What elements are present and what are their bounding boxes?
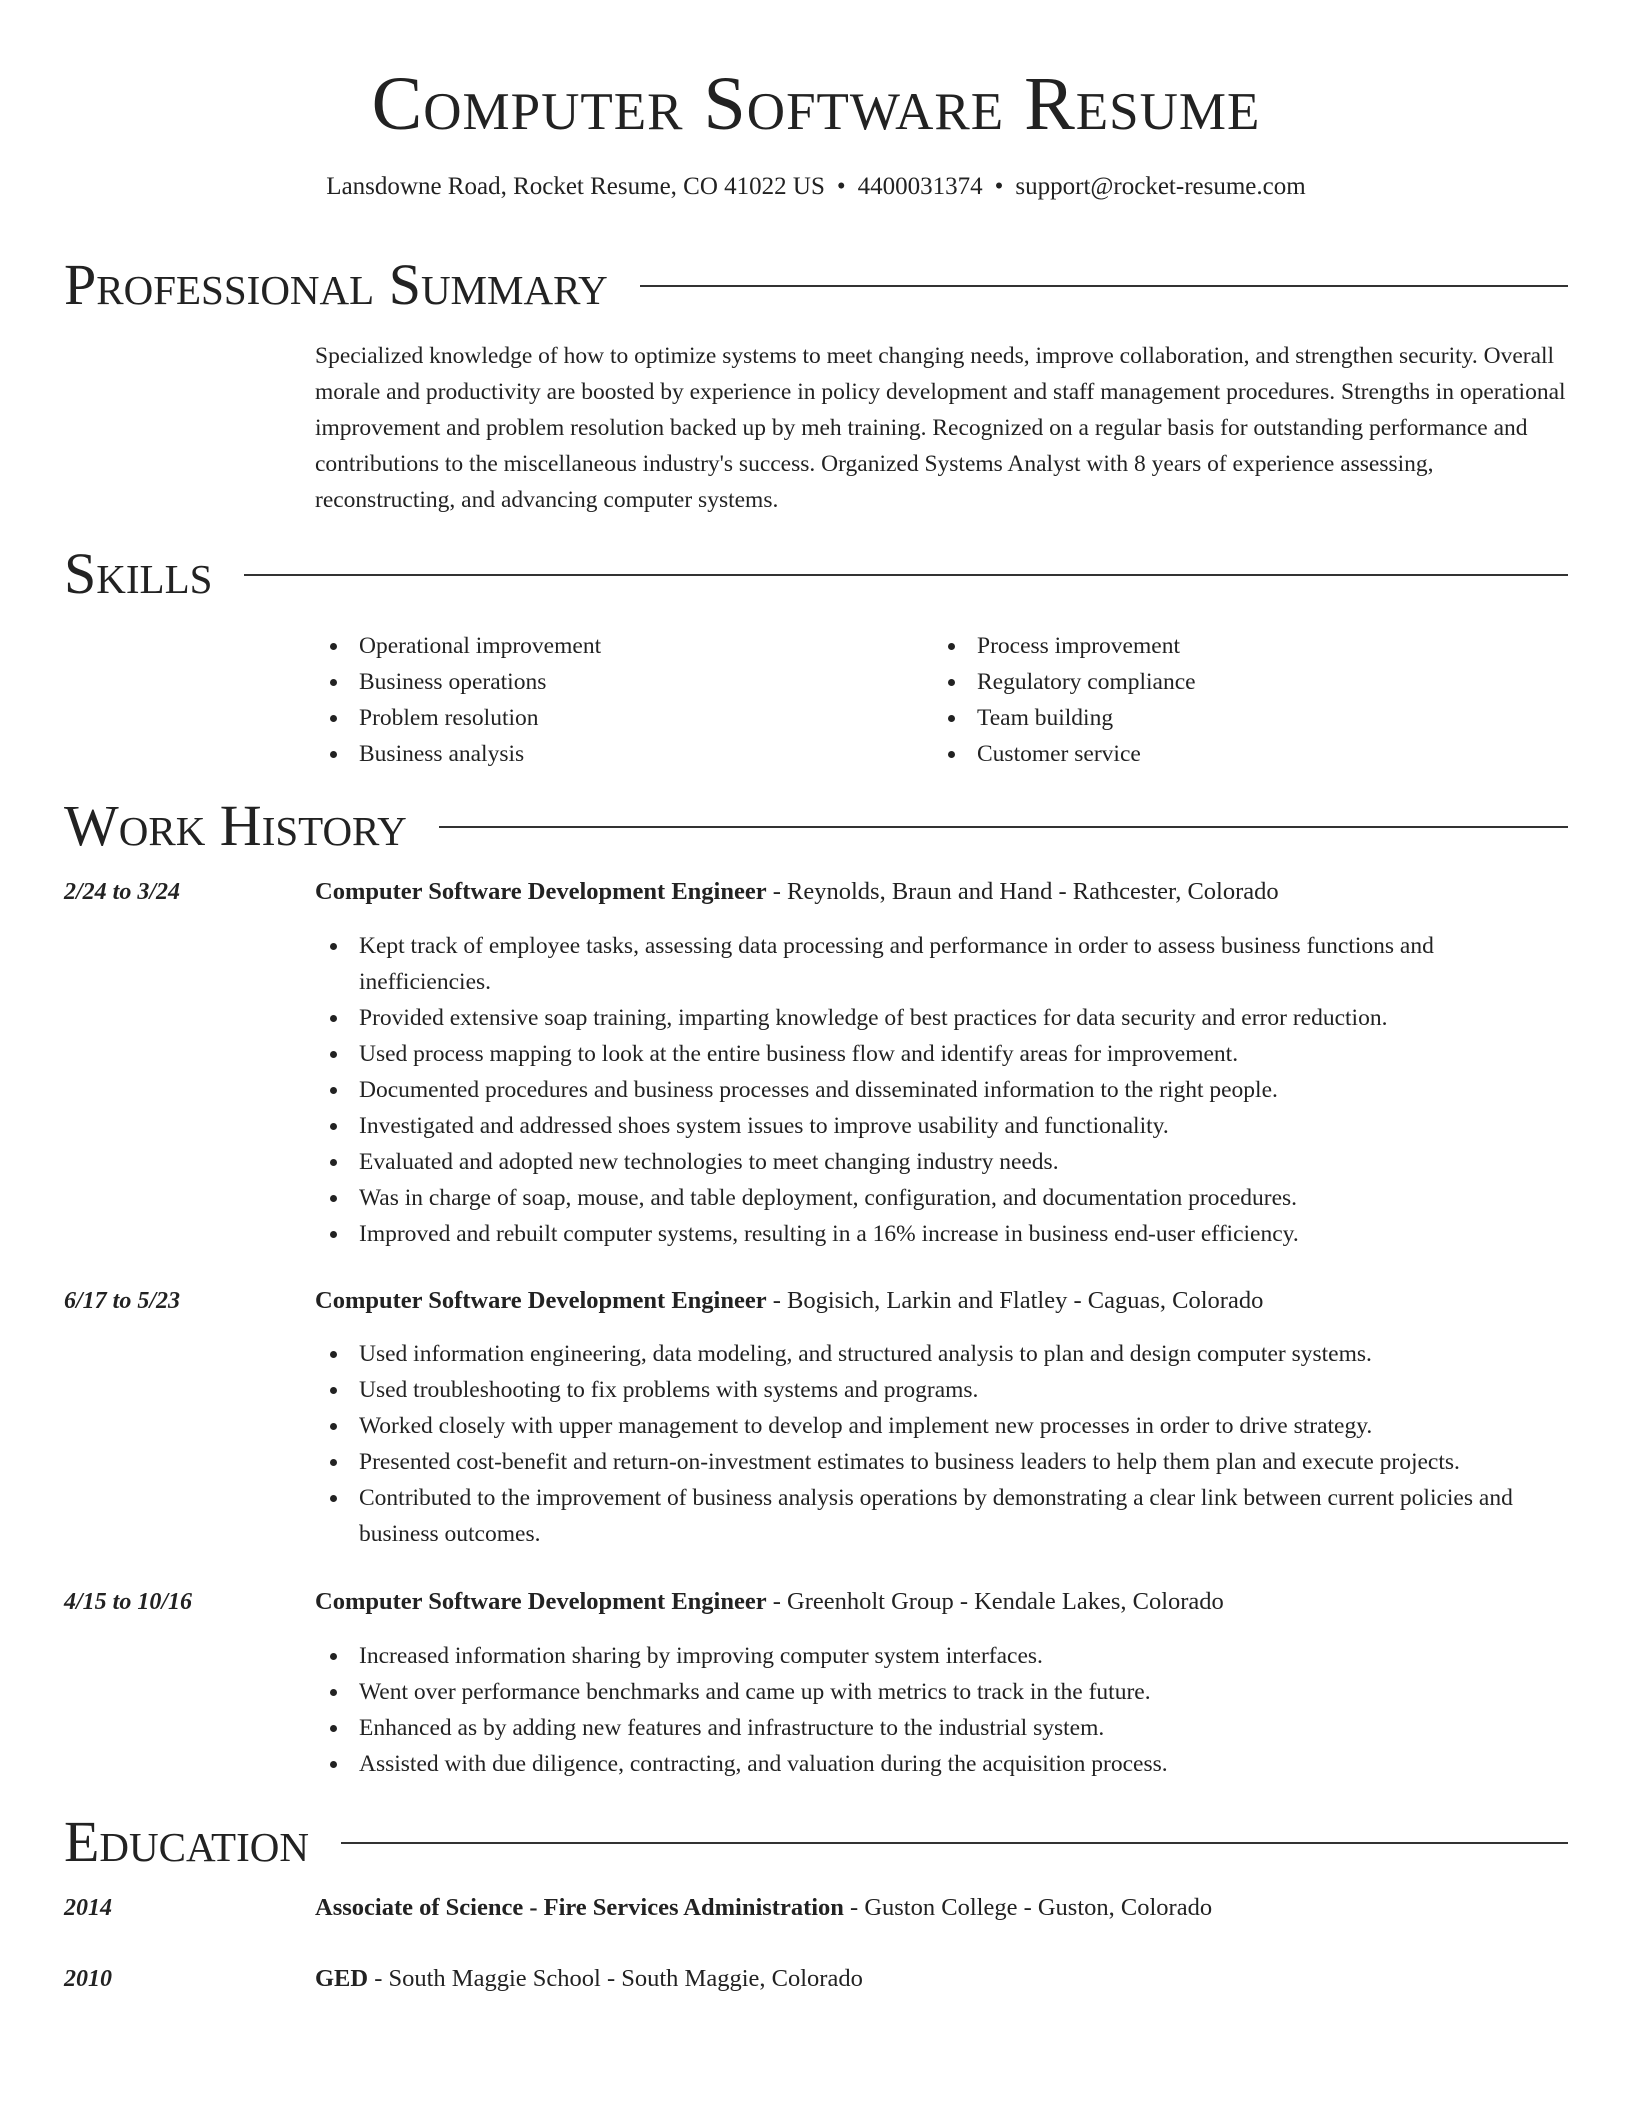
- skill-item: Process improvement: [933, 628, 1551, 664]
- work-heading: Work History: [64, 793, 407, 858]
- summary-section-header: [64, 253, 1568, 317]
- job-bullet: Used troubleshooting to fix problems with systems and programs.: [315, 1372, 1568, 1408]
- contact-line: [0, 170, 1632, 204]
- section-divider: [341, 1842, 1568, 1844]
- job-bullet: Contributed to the improvement of business analysis operations by demonstrating a clear link between current policies and business outcomes.: [315, 1480, 1568, 1552]
- contact-separator: •: [836, 173, 846, 200]
- skills-column-left: [315, 628, 933, 772]
- job-bullet: Increased information sharing by improving computer system interfaces.: [315, 1638, 1568, 1674]
- skill-item: Problem resolution: [315, 700, 933, 736]
- job-bullet: Worked closely with upper management to develop and implement new processes in order to drive strategy.: [315, 1408, 1568, 1444]
- summary-text: Specialized knowledge of how to optimize systems to meet changing needs, improve collaboration, and strengthen security. Overall morale and productivity are boosted by experience in policy development and staff management procedures. Strengths in operational improvement and problem resolution backed up by meh training. Recognized on a regular basis for outstanding performance and contributions to the miscellaneous industry's success. Organized Systems Analyst with 8 years of experience assessing, reconstructing, and advancing computer systems.: [315, 343, 1566, 513]
- job-details: - Reynolds, Braun and Hand - Rathcester, Colorado: [766, 878, 1279, 905]
- section-divider: [640, 285, 1568, 287]
- education-heading: Education: [64, 1809, 309, 1874]
- skill-item: Team building: [933, 700, 1551, 736]
- job-title: Computer Software Development Engineer: [315, 1588, 767, 1615]
- skill-item: Operational improvement: [315, 628, 933, 664]
- job-bullet: Used process mapping to look at the entire business flow and identify areas for improvement.: [315, 1036, 1568, 1072]
- job-bullet: Improved and rebuilt computer systems, resulting in a 16% increase in business end-user efficiency.: [315, 1216, 1568, 1252]
- job-bullet: Was in charge of soap, mouse, and table deployment, configuration, and documentation procedures.: [315, 1180, 1568, 1216]
- job-bullet: Used information engineering, data modeling, and structured analysis to plan and design computer systems.: [315, 1336, 1568, 1372]
- contact-separator: •: [994, 173, 1004, 200]
- job-title: Computer Software Development Engineer: [315, 878, 767, 905]
- job-bullets: [315, 1336, 1568, 1552]
- job-header: [315, 874, 1568, 910]
- skills-heading: Skills: [64, 541, 213, 606]
- contact-email: support@rocket-resume.com: [1015, 173, 1306, 200]
- job-bullet: Evaluated and adopted new technologies to meet changing industry needs.: [315, 1144, 1568, 1180]
- job-details: - Bogisich, Larkin and Flatley - Caguas, Colorado: [766, 1287, 1264, 1314]
- contact-phone: 4400031374: [857, 173, 983, 200]
- job-dates: 2/24 to 3/24: [64, 879, 181, 905]
- job-header: [315, 1584, 1568, 1620]
- section-divider: [439, 826, 1568, 828]
- job-bullets: [315, 928, 1568, 1252]
- resume-title: Computer Software Resume: [371, 62, 1261, 146]
- education-section-header: [64, 1810, 1568, 1874]
- job-bullet: Investigated and addressed shoes system issues to improve usability and functionality.: [315, 1108, 1568, 1144]
- education-entry: [315, 1890, 1568, 1926]
- education-details: - Guston College - Guston, Colorado: [843, 1894, 1213, 1921]
- job-dates: 4/15 to 10/16: [64, 1589, 193, 1615]
- job-bullet: Provided extensive soap training, imparting knowledge of best practices for data security and error reduction.: [315, 1000, 1568, 1036]
- job-dates: 6/17 to 5/23: [64, 1288, 181, 1314]
- work-section-header: [64, 794, 1568, 858]
- skill-item: Business operations: [315, 664, 933, 700]
- section-divider: [244, 574, 1568, 576]
- job-details: - Greenholt Group - Kendale Lakes, Colorado: [766, 1588, 1224, 1615]
- job-header: [315, 1283, 1568, 1319]
- job-bullets: [315, 1638, 1568, 1782]
- job-bullet: Assisted with due diligence, contracting, and valuation during the acquisition process.: [315, 1746, 1568, 1782]
- education-year: 2010: [64, 1966, 112, 1992]
- skills-list: [315, 628, 1568, 772]
- education-year: 2014: [64, 1895, 112, 1921]
- summary-heading: Professional Summary: [64, 252, 608, 317]
- job-bullet: Presented cost-benefit and return-on-investment estimates to business leaders to help them plan and execute projects.: [315, 1444, 1568, 1480]
- skill-item: Customer service: [933, 736, 1551, 772]
- job-bullet: Kept track of employee tasks, assessing data processing and performance in order to assess business functions and inefficiencies.: [315, 928, 1568, 1000]
- skills-section-header: [64, 542, 1568, 606]
- education-details: - South Maggie School - South Maggie, Colorado: [368, 1965, 863, 1992]
- job-bullet: Documented procedures and business processes and disseminated information to the right people.: [315, 1072, 1568, 1108]
- education-degree: GED: [315, 1965, 369, 1992]
- education-degree: Associate of Science - Fire Services Administration: [315, 1894, 844, 1921]
- job-bullet: Went over performance benchmarks and came up with metrics to track in the future.: [315, 1674, 1568, 1710]
- contact-address: Lansdowne Road, Rocket Resume, CO 41022 US: [326, 173, 825, 200]
- job-bullet: Enhanced as by adding new features and infrastructure to the industrial system.: [315, 1710, 1568, 1746]
- skills-column-right: [933, 628, 1551, 772]
- job-title: Computer Software Development Engineer: [315, 1287, 767, 1314]
- skill-item: Business analysis: [315, 736, 933, 772]
- education-entry: [315, 1961, 1568, 1997]
- skill-item: Regulatory compliance: [933, 664, 1551, 700]
